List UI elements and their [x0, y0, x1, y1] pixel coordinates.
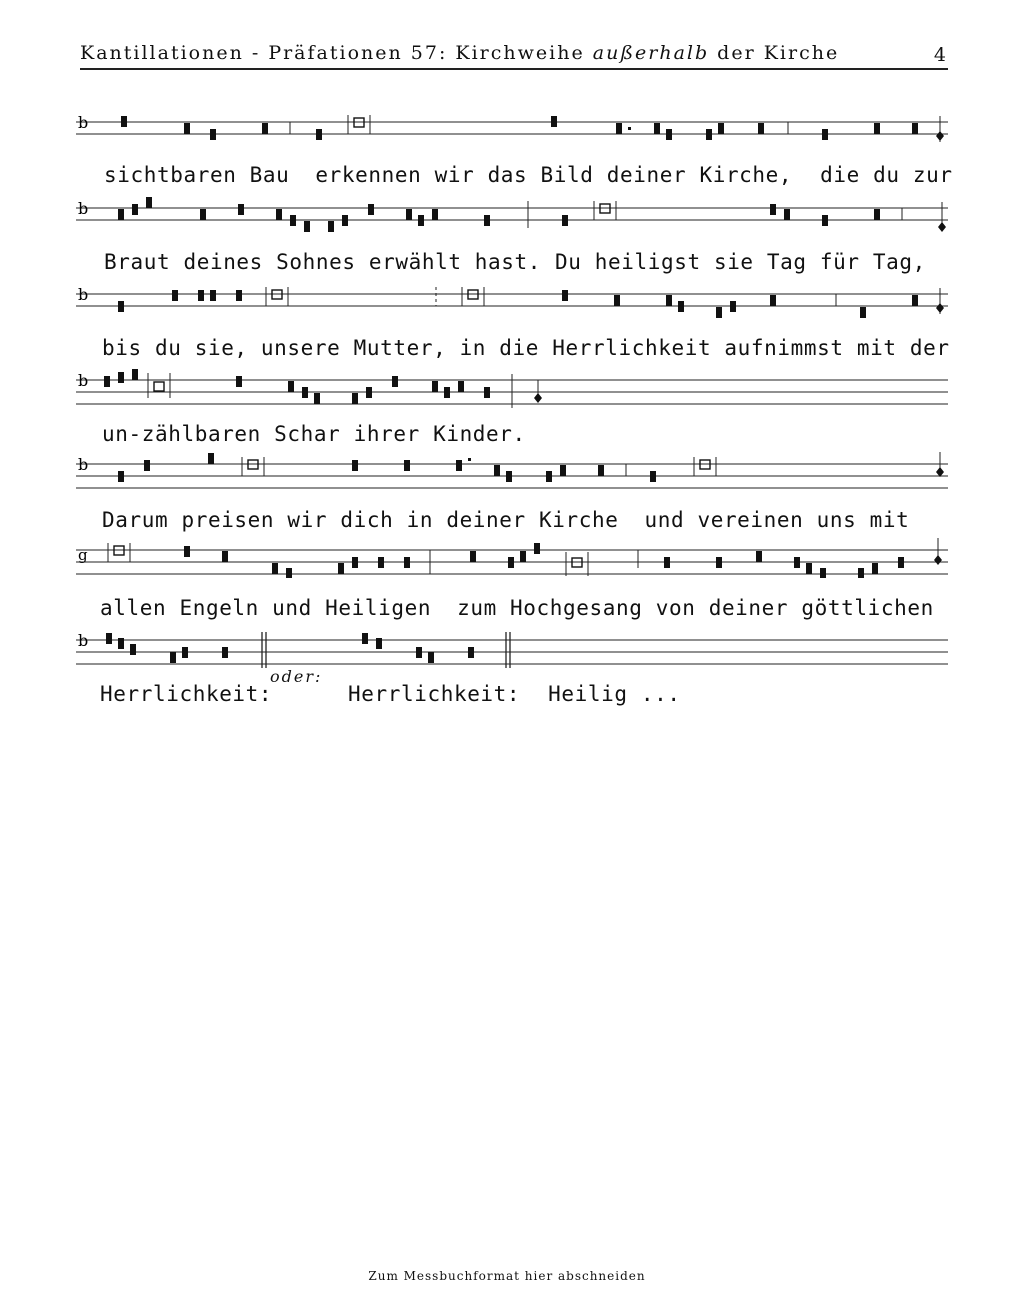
clef-2: b — [78, 199, 89, 218]
cut-instruction: Zum Messbuchformat hier abschneiden — [368, 1269, 646, 1283]
lyric-line-4: un-zählbaren Schar ihrer Kinder. — [102, 422, 526, 446]
lyric-line-3: bis du sie, unsere Mutter, in die Herrlichkeit aufnimmst mit der — [102, 336, 950, 360]
lyric-line-7a: Herrlichkeit: — [100, 682, 273, 706]
clef-1: b — [78, 113, 89, 132]
lyric-line-6: allen Engeln und Heiligen zum Hochgesang von deiner göttlichen — [100, 596, 934, 620]
alternative-label: oder: — [270, 667, 323, 686]
clef-7: b — [78, 631, 89, 650]
clef-6: g — [78, 546, 88, 564]
staff-5 — [76, 452, 948, 492]
page-number: 4 — [933, 44, 948, 66]
page-title: Kantillationen - Präfationen 57: Kirchweihe außerhalb der Kirche — [80, 42, 840, 64]
lyric-line-7b: Herrlichkeit: Heilig ... — [348, 682, 681, 706]
staff-2 — [76, 196, 948, 236]
lyric-line-1: sichtbaren Bau erkennen wir das Bild deiner Kirche, die du zur — [104, 163, 953, 187]
staff-6 — [76, 538, 948, 578]
staff-4 — [76, 368, 948, 408]
page-header — [80, 42, 948, 70]
lyric-line-5: Darum preisen wir dich in deiner Kirche und vereinen uns mit — [102, 508, 910, 532]
clef-3: b — [78, 285, 89, 304]
lyric-line-2: Braut deines Sohnes erwählt hast. Du heiligst sie Tag für Tag, — [104, 250, 926, 274]
staff-1 — [76, 110, 948, 150]
clef-4: b — [78, 371, 89, 390]
staff-7 — [76, 628, 948, 668]
header-rule — [80, 68, 948, 70]
clef-5: b — [78, 455, 89, 474]
staff-3 — [76, 282, 948, 322]
